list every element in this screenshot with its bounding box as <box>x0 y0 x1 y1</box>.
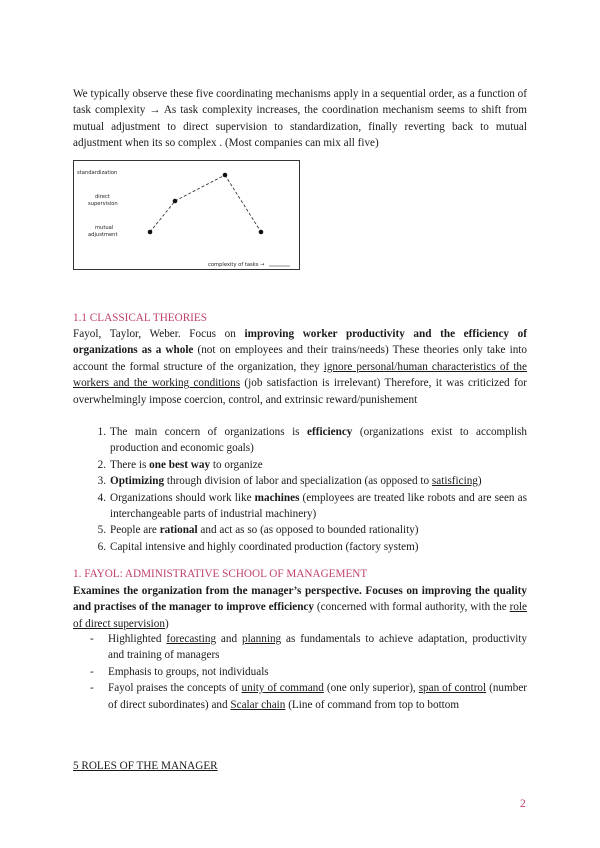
label-supervision: supervision <box>88 201 118 207</box>
chart-segment <box>150 201 175 232</box>
list-item <box>90 473 527 489</box>
dash-marker: - <box>90 633 94 645</box>
bullet-planning: planning <box>241 633 282 645</box>
coordination-figure <box>73 160 300 270</box>
section-heading-fayol: 1. FAYOL: ADMINISTRATIVE SCHOOL OF MANAGEMENT <box>73 568 368 580</box>
item-post: (organizations exist to accomplish production and economic goals) <box>110 426 527 455</box>
classical-focus: improving worker productivity and the efficiency of organizations as a whole <box>73 328 527 357</box>
bullet-span-of-control: span of control <box>418 682 487 695</box>
label-standardization: standardization <box>77 170 118 176</box>
list-item <box>90 424 527 457</box>
label-mutual: mutual <box>95 225 114 231</box>
item-post: through division of labor and specialization (as opposed to <box>164 475 432 488</box>
item-pre: The main concern of organizations is <box>110 426 308 438</box>
bullet-text: and <box>216 633 242 645</box>
item-bold: efficiency <box>307 426 353 438</box>
fayol-end: ) <box>164 617 169 630</box>
section-heading-classical: 1.1 CLASSICAL THEORIES <box>73 312 207 324</box>
chart-segment <box>175 175 225 201</box>
item-pre: People are <box>110 524 160 537</box>
classical-end: (job satisfaction is irrelevant) Therefore, it was criticized for overwhelmingly impose coercion, control, and extrinsic reward/punishement <box>73 377 528 406</box>
x-axis-label: complexity of tasks → <box>208 262 265 268</box>
list-item <box>90 490 527 523</box>
item-post: (employees are treated like robots and are seen as interchangeable parts of industrial machinery) <box>110 491 527 521</box>
bullet-forecasting: forecasting <box>166 633 217 645</box>
list-item <box>90 457 527 473</box>
item-bold: machines <box>254 491 300 504</box>
item-number: 1. <box>97 426 106 438</box>
fayol-mid: (concerned with formal authority, with the <box>314 601 510 614</box>
bullet-scalar-chain: Scalar chain <box>230 698 286 711</box>
classical-paragraph <box>73 326 527 408</box>
fayol-focus: Examines the organization from the manager’s perspective. Focuses on improving the quality and practises of the manager to improve efficiency <box>73 585 527 614</box>
intro-text: We typically observe these five coordinating mechanisms apply in a sequential order, as a function of task complexity → As task complexity increases, the coordination mechanism seems to shift from mutual adjustment to direct supervision to standardization, finally reverting back to mutual adjustment when its so complex . (Most companies can mix all five) <box>73 88 527 150</box>
bullet-text: (number of direct subordinates) and <box>108 682 528 711</box>
classical-mid: (not on employees and their trains/needs) These theories only take into account the formal structure of the organization, they <box>73 344 527 373</box>
item-pre: Organizations should work like <box>110 491 255 504</box>
list-item <box>90 680 527 713</box>
label-direct: direct <box>95 194 110 200</box>
list-item <box>90 522 527 538</box>
page-number: 2 <box>520 798 526 810</box>
fayol-paragraph <box>73 583 527 632</box>
chart-segment <box>225 175 261 232</box>
classical-ignore: ignore personal/human characteristics of the workers and the working conditions <box>73 360 527 390</box>
fayol-direct-supervision: role of direct supervision <box>73 601 528 630</box>
item-underline: satisficing <box>431 475 478 488</box>
bullet-text: Fayol praises the concepts of <box>108 682 242 695</box>
fayol-list <box>90 631 527 713</box>
bullet-text: as fundamentals to achieve adaptation, productivity and training of managers <box>108 633 528 662</box>
item-number: 3. <box>97 475 106 488</box>
item-number: 5. <box>97 524 106 537</box>
intro-paragraph <box>73 86 527 152</box>
dash-marker: - <box>90 665 94 678</box>
point-mutual-adjustment-start <box>148 230 153 235</box>
item-bold: Optimizing <box>110 475 165 488</box>
classical-list <box>90 424 527 555</box>
item-number: 2. <box>97 458 106 471</box>
bullet-text: (Line of command from top to bottom <box>285 698 460 711</box>
item-post: to organize <box>210 458 263 471</box>
label-adjustment: adjustment <box>88 232 118 238</box>
coordination-chart <box>74 161 301 271</box>
list-item <box>90 631 527 664</box>
point-direct-supervision <box>173 199 178 204</box>
section-heading-roles: 5 ROLES OF THE MANAGER <box>73 760 218 772</box>
dash-marker: - <box>90 682 94 695</box>
item-pre: There is <box>110 458 150 471</box>
classical-authors: Fayol, Taylor, Weber. Focus on <box>73 328 245 340</box>
item-bold: rational <box>159 524 198 537</box>
list-item <box>90 664 527 680</box>
point-mutual-adjustment-end <box>259 230 264 235</box>
item-bold: one best way <box>149 458 211 471</box>
item-number: 4. <box>97 491 106 504</box>
item-post: and act as so (as opposed to bounded rationality) <box>197 524 419 537</box>
item-pre: Capital intensive and highly coordinated production (factory system) <box>110 540 419 553</box>
bullet-text: Highlighted <box>108 633 167 645</box>
bullet-text: Emphasis to groups, not individuals <box>108 665 269 678</box>
bullet-text: (one only superior), <box>323 682 419 695</box>
list-item <box>90 539 527 555</box>
item-number: 6. <box>97 540 106 553</box>
bullet-unity-of-command: unity of command <box>241 682 324 695</box>
item-post2: ) <box>477 475 482 488</box>
point-standardization <box>223 173 228 178</box>
